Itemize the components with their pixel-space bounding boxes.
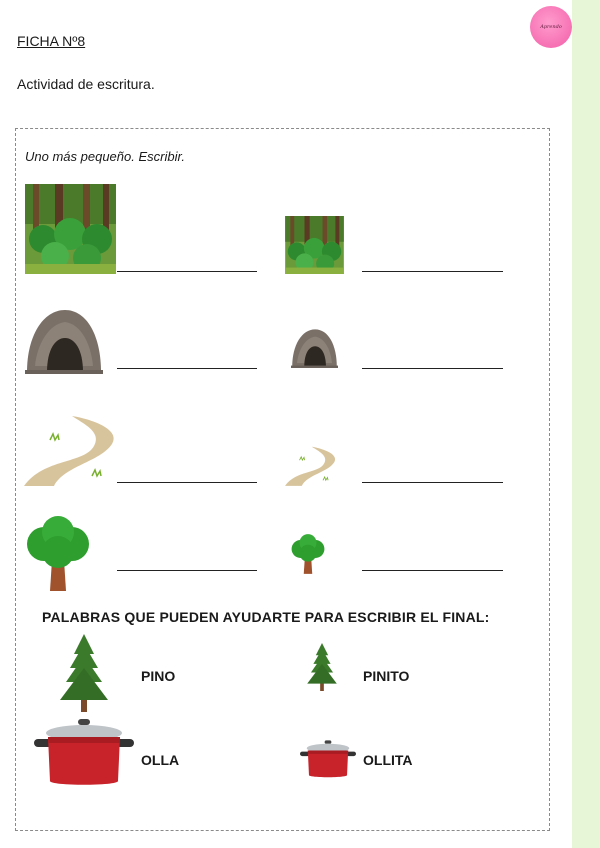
help-word-ollita: OLLITA [363, 752, 413, 768]
answer-line-cave[interactable] [117, 368, 257, 369]
small-tree-icon [290, 534, 326, 574]
answer-line-small-path[interactable] [362, 482, 503, 483]
help-word-pino: PINO [141, 668, 176, 684]
page-subtitle: Actividad de escritura. [17, 76, 155, 92]
answer-line-small-tree[interactable] [362, 570, 503, 571]
exercise-instruction: Uno más pequeño. Escribir. [25, 149, 185, 164]
small-path-icon [285, 441, 342, 486]
help-heading: PALABRAS QUE PUEDEN AYUDARTE PARA ESCRIBIR EL FINAL: [42, 609, 490, 625]
tree-icon [24, 516, 92, 591]
forest-icon [25, 184, 116, 274]
cave-icon [25, 306, 103, 374]
answer-line-small-forest[interactable] [362, 271, 503, 272]
path-icon [24, 406, 126, 486]
pot-icon [34, 719, 134, 789]
small-pine-icon [306, 641, 338, 693]
answer-line-tree[interactable] [117, 570, 257, 571]
help-word-olla: OLLA [141, 752, 180, 768]
page-title: FICHA Nº8 [17, 33, 86, 49]
pink-circle-logo-icon: Aprendo [530, 6, 572, 48]
small-cave-icon [291, 327, 338, 368]
small-pot-icon [300, 740, 356, 780]
help-word-pinito: PINITO [363, 668, 410, 684]
side-stripe [572, 0, 600, 848]
answer-line-forest[interactable] [117, 271, 257, 272]
answer-line-path[interactable] [117, 482, 257, 483]
answer-line-small-cave[interactable] [362, 368, 503, 369]
small-forest-icon [285, 216, 344, 274]
pine-icon [58, 634, 110, 712]
